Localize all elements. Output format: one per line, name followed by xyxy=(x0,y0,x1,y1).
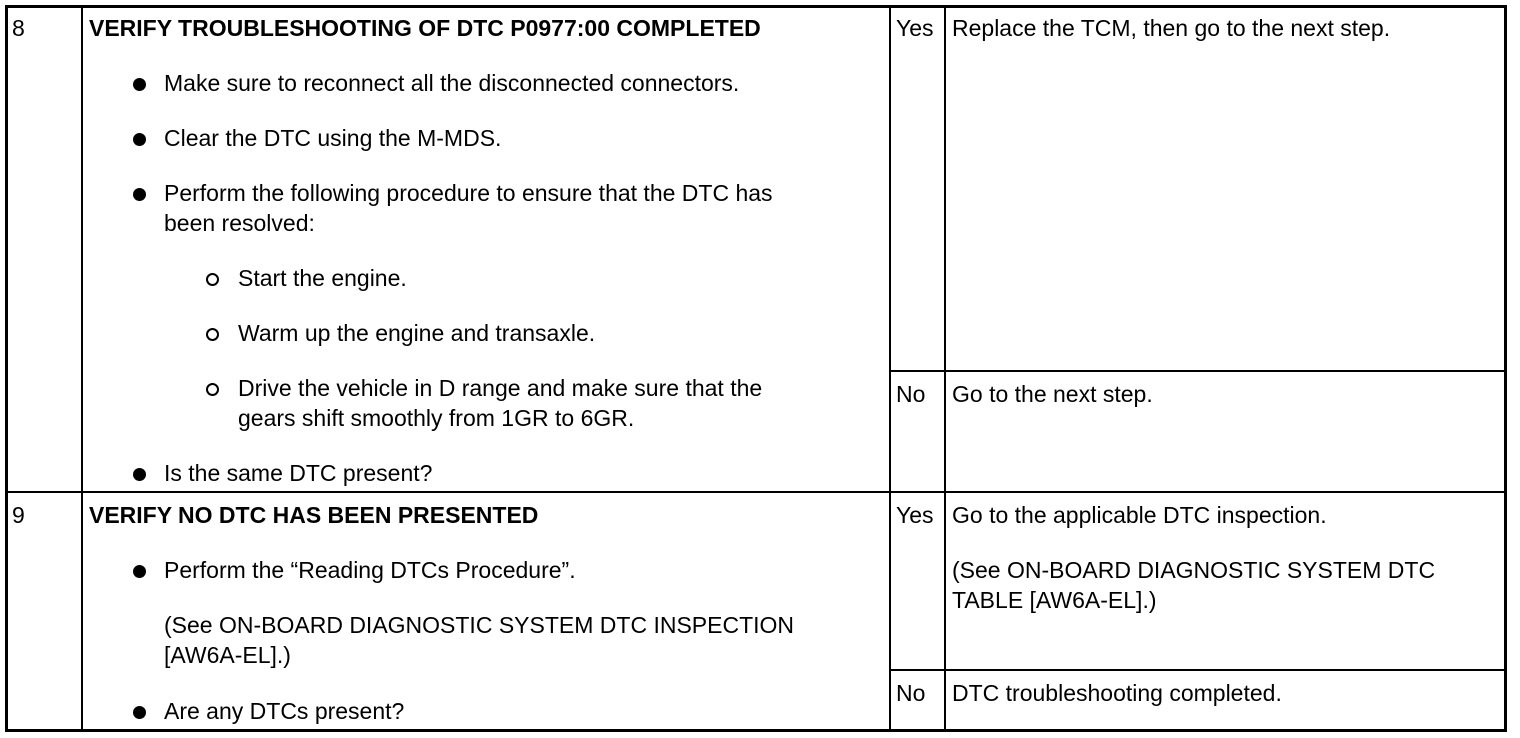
no-label: No xyxy=(896,381,926,407)
result-divider xyxy=(889,370,1507,372)
column-divider xyxy=(944,5,946,732)
reference-text: (See ON-BOARD DIAGNOSTIC SYSTEM DTC INSPECTION xyxy=(164,612,795,638)
list-item-continuation: been resolved: xyxy=(164,210,315,236)
bullet-icon xyxy=(133,565,146,578)
yes-action: Go to the applicable DTC inspection. xyxy=(952,502,1327,528)
bullet-icon xyxy=(133,468,146,481)
bullet-icon xyxy=(133,78,146,91)
yes-label: Yes xyxy=(896,15,934,41)
sub-list-item-continuation: gears shift smoothly from 1GR to 6GR. xyxy=(238,405,635,431)
list-item: Clear the DTC using the M-MDS. xyxy=(164,125,502,151)
bullet-icon xyxy=(133,133,146,146)
bullet-icon xyxy=(133,706,146,719)
row-divider xyxy=(5,491,1507,493)
sub-bullet-icon xyxy=(206,273,219,286)
no-action: Go to the next step. xyxy=(952,381,1153,407)
result-divider xyxy=(889,669,1507,671)
list-item: Perform the following procedure to ensure that the DTC has xyxy=(164,180,773,206)
step-heading: VERIFY TROUBLESHOOTING OF DTC P0977:00 COMPLETED xyxy=(89,15,761,41)
sub-list-item: Start the engine. xyxy=(238,265,407,291)
yes-reference-text: (See ON-BOARD DIAGNOSTIC SYSTEM DTC xyxy=(952,557,1436,583)
step-number: 8 xyxy=(12,15,25,41)
bullet-icon xyxy=(133,188,146,201)
column-divider xyxy=(81,5,83,732)
sub-list-item: Drive the vehicle in D range and make sure that the xyxy=(238,375,763,401)
step-heading: VERIFY NO DTC HAS BEEN PRESENTED xyxy=(89,502,539,528)
sub-bullet-icon xyxy=(206,383,219,396)
list-item: Perform the “Reading DTCs Procedure”. xyxy=(164,557,576,583)
yes-action: Replace the TCM, then go to the next step. xyxy=(952,15,1391,41)
no-label: No xyxy=(896,680,926,706)
yes-reference-text: TABLE [AW6A-EL].) xyxy=(952,587,1157,613)
reference-text: [AW6A-EL].) xyxy=(164,642,291,668)
step-number: 9 xyxy=(12,502,25,528)
list-item: Are any DTCs present? xyxy=(164,698,405,724)
column-divider xyxy=(889,5,891,732)
sub-bullet-icon xyxy=(206,328,219,341)
yes-label: Yes xyxy=(896,502,934,528)
list-item: Make sure to reconnect all the disconnected connectors. xyxy=(164,70,740,96)
sub-list-item: Warm up the engine and transaxle. xyxy=(238,320,596,346)
list-item: Is the same DTC present? xyxy=(164,460,433,486)
no-action: DTC troubleshooting completed. xyxy=(952,680,1282,706)
